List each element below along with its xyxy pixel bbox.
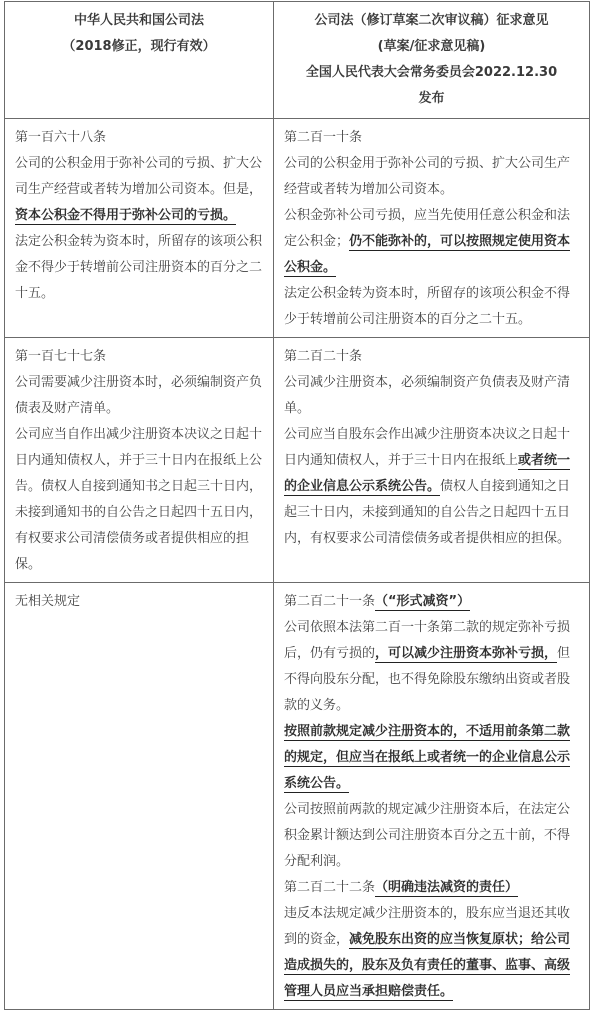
bold-underlined-text: 或者统一的企业信息公示系统公告。 xyxy=(284,453,571,494)
article-paragraph xyxy=(284,615,579,719)
article-paragraph: 法定公积金转为资本时，所留存的该项公积金不得少于转增前公司注册资本的百分之二十五。 xyxy=(284,286,571,327)
article-title: 第一百七十七条 xyxy=(15,349,107,364)
header-current-law xyxy=(5,2,274,119)
header-right-line-3: 全国人民代表大会常务委员会2022.12.30 xyxy=(305,65,558,80)
paragraph-text: 公司的公积金用于弥补公司的亏损、扩大公司生产经营或者转为增加公司资本。但是， xyxy=(15,156,263,197)
header-draft-law xyxy=(274,2,590,119)
article-title xyxy=(284,589,579,615)
cell-draft-article-210 xyxy=(274,119,590,338)
article-paragraph xyxy=(284,422,579,552)
article-paragraph xyxy=(284,203,579,281)
header-right-line-4: 发布 xyxy=(418,91,445,106)
article-title: 第二百一十条 xyxy=(284,130,363,145)
article-title-note: （“形式减资”） xyxy=(375,594,471,609)
article-paragraph: 公司减少注册资本，必须编制资产负债表及财产清单。 xyxy=(284,375,571,416)
cell-current-article-168 xyxy=(5,119,274,338)
header-left-line-1: 中华人民共和国公司法 xyxy=(73,13,204,28)
article-title-note: （明确违法减资的责任） xyxy=(375,880,519,895)
article-paragraph: 公司需要减少注册资本时，必须编制资产负债表及财产清单。 xyxy=(15,375,263,416)
paragraph-text: 但不得向股东分配，也不得免除股东缴纳出资或者股款的义务。 xyxy=(284,646,571,713)
article-title xyxy=(284,875,579,901)
bold-underlined-text: ，可以减少注册资本弥补亏损， xyxy=(375,646,558,661)
article-paragraph: 公司按照前两款的规定减少注册资本后，在法定公积金累计额达到公司注册资本百分之五十前，不得分配利润。 xyxy=(284,802,571,869)
paragraph-text: 公积金弥补公司亏损，应当先使用任意公积金和法定公积金； xyxy=(284,208,571,249)
paragraph-text: 公司依照本法第二百一十条第二款的规定弥补亏损后，仍有亏损的 xyxy=(284,620,571,661)
article-title: 第二百二十条 xyxy=(284,349,363,364)
paragraph-text: 债权人自接到通知之日起三十日内，未接到通知的自公告之日起四十五日内，有权要求公司清偿债务或者提供相应的担保。 xyxy=(284,479,571,546)
article-paragraph xyxy=(284,901,579,1005)
article-paragraph xyxy=(284,719,579,797)
comparison-table xyxy=(4,1,590,1010)
header-row xyxy=(5,2,590,119)
paragraph-text: 公司应当自股东会作出减少注册资本决议之日起十日内通知债权人，并于三十日内在报纸上 xyxy=(284,427,571,468)
table-row-capital-reduction xyxy=(5,338,590,583)
cell-draft-article-220 xyxy=(274,338,590,583)
no-provision-text: 无相关规定 xyxy=(15,594,81,609)
article-paragraph: 法定公积金转为资本时，所留存的该项公积金不得少于转增前公司注册资本的百分之二十五。 xyxy=(15,234,263,301)
article-title-text: 第二百二十二条 xyxy=(284,880,376,895)
bold-underlined-text: 减免股东出资的应当恢复原状；给公司造成损失的，股东及负有责任的董事、监事、高级管理人员应当承担赔偿责任。 xyxy=(284,932,571,999)
table-row-capital-reserve xyxy=(5,119,590,338)
cell-current-none xyxy=(5,583,274,1010)
header-right-line-1: 公司法（修订草案二次审议稿）征求意见 xyxy=(314,13,549,28)
cell-current-article-177 xyxy=(5,338,274,583)
bold-underlined-text: 按照前款规定减少注册资本的，不适用前条第二款的规定，但应当在报纸上或者统一的企业信息公示系统公告。 xyxy=(284,724,571,791)
bold-underlined-text: 资本公积金不得用于弥补公司的亏损。 xyxy=(15,208,237,223)
header-right-line-2: (草案/征求意见稿) xyxy=(377,39,486,54)
bold-underlined-text: 仍不能弥补的，可以按照规定使用资本公积金。 xyxy=(284,234,571,275)
cell-draft-articles-221-222 xyxy=(274,583,590,1010)
header-left-line-2: （2018修正，现行有效） xyxy=(62,39,216,54)
article-title-text: 第二百二十一条 xyxy=(284,594,376,609)
paragraph-text: 违反本法规定减少注册资本的，股东应当退还其收到的资金， xyxy=(284,906,571,947)
table-row-formal-reduction xyxy=(5,583,590,1010)
article-paragraph: 公司的公积金用于弥补公司的亏损、扩大公司生产经营或者转为增加公司资本。 xyxy=(284,156,571,197)
article-paragraph: 公司应当自作出减少注册资本决议之日起十日内通知债权人，并于三十日内在报纸上公告。债权人自接到通知书之日起三十日内，未接到通知书的自公告之日起四十五日内，有权要求公司清偿债务或者提供相应的担保。 xyxy=(15,427,263,572)
article-title: 第一百六十八条 xyxy=(15,130,107,145)
article-paragraph xyxy=(15,151,263,229)
